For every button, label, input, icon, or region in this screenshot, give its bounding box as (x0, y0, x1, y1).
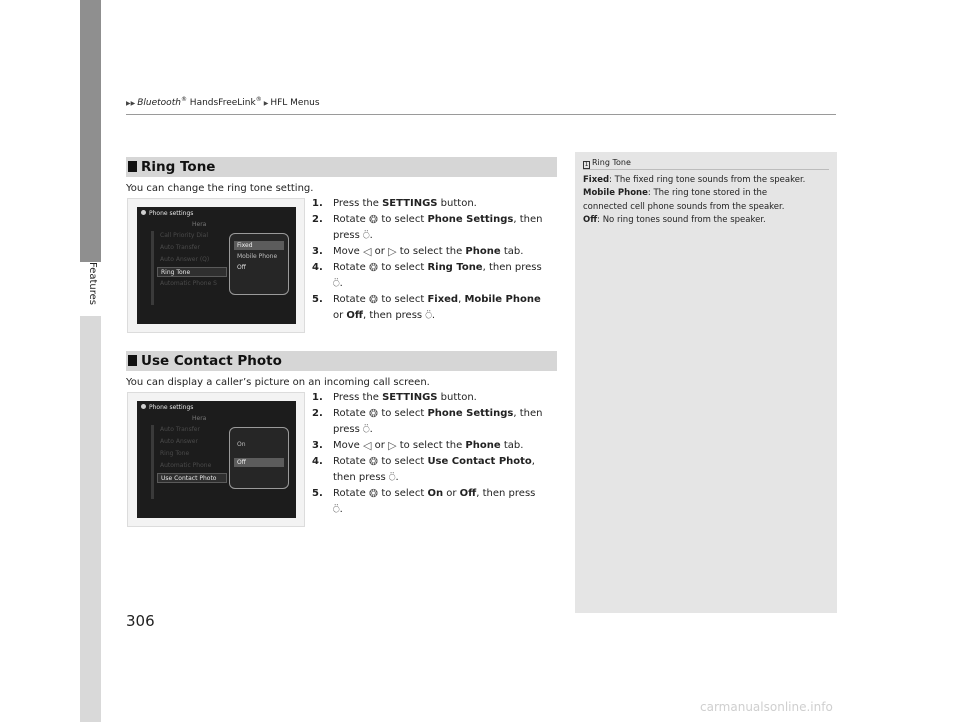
menu-item: Automatic Phone S (160, 280, 217, 287)
menu-item: Ring Tone (160, 450, 190, 457)
move-left-icon: ◁ (363, 245, 372, 258)
step-1: 1. Press the SETTINGS button. (312, 198, 477, 209)
side-label: Features (87, 262, 98, 305)
option-on: On (237, 441, 246, 448)
side-tab-lower (80, 316, 101, 722)
note-line: Fixed: The fixed ring tone sounds from the speaker. (583, 175, 806, 185)
contact-photo-steps (312, 390, 542, 518)
menu-item: Auto Answer (Q) (160, 256, 210, 263)
settings-dot-icon (141, 210, 146, 215)
ring-tone-screenshot (127, 198, 305, 333)
screen-tab: Hera (192, 221, 207, 228)
menu-item: Auto Transfer (160, 426, 200, 433)
ring-tone-intro: You can change the ring tone setting. (126, 183, 314, 194)
menu-item-selected: Ring Tone (157, 267, 227, 277)
section-square-icon (128, 355, 137, 366)
contact-photo-screenshot (127, 392, 305, 527)
note-marker-icon: 1 (584, 161, 589, 168)
ring-tone-steps (312, 196, 542, 324)
options-popup (229, 233, 289, 295)
contact-photo-intro: You can display a caller’s picture on an incoming call screen. (126, 377, 430, 388)
step-4: 4. Rotate ❂ to select Use Contact Photo, then press ⍥. (312, 455, 535, 484)
note-line: connected cell phone sounds from the speaker. (583, 201, 785, 212)
move-right-icon: ▷ (388, 439, 397, 452)
option-mobile-phone: Mobile Phone (237, 253, 278, 260)
screen-tab: Hera (192, 415, 207, 422)
note-heading: 1 Ring Tone (584, 158, 631, 168)
step-1: 1. Press the SETTINGS button. (312, 392, 477, 403)
watermark: carmanualsonline.info (700, 700, 833, 714)
menu-item-selected: Use Contact Photo (157, 473, 227, 483)
knob-press-icon: ⍥ (388, 471, 396, 484)
menu-item: Auto Answer (160, 438, 198, 445)
menu-item: Call Priority Dial (160, 232, 208, 239)
knob-press-icon: ⍥ (363, 423, 370, 436)
step-2: 2. Rotate ❂ to select Phone Settings, then press ⍥. (312, 213, 543, 242)
breadcrumb-arrow-icon: ▶ (263, 100, 269, 107)
side-tab (80, 0, 101, 262)
knob-rotate-icon: ❂ (368, 213, 379, 226)
knob-rotate-icon: ❂ (368, 407, 379, 420)
step-4: 4. Rotate ❂ to select Ring Tone, then press ⍥. (312, 261, 542, 290)
header-rule (126, 114, 836, 115)
screen-scrollbar (151, 425, 154, 499)
move-left-icon: ◁ (363, 439, 372, 452)
step-3: 3. Move ◁ or ▷ to select the Phone tab. (312, 439, 524, 452)
knob-press-icon: ⍥ (333, 503, 340, 516)
contact-photo-header: Use Contact Photo (126, 351, 557, 371)
screen-title: Phone settings (141, 210, 193, 217)
knob-rotate-icon: ❂ (368, 487, 379, 500)
knob-rotate-icon: ❂ (368, 455, 379, 468)
knob-rotate-icon: ❂ (368, 261, 379, 274)
step-5: 5. Rotate ❂ to select On or Off, then press ⍥. (312, 487, 536, 516)
note-body (583, 174, 833, 227)
screen-title: Phone settings (141, 404, 193, 411)
option-off: Off (234, 458, 284, 467)
menu-item: Automatic Phone (160, 462, 212, 469)
knob-rotate-icon: ❂ (368, 293, 379, 306)
settings-dot-icon (141, 404, 146, 409)
breadcrumb-arrow-icon: ▶▶ (126, 100, 136, 107)
move-right-icon: ▷ (388, 245, 397, 258)
options-popup (229, 427, 289, 489)
section-square-icon (128, 161, 137, 172)
knob-press-icon: ⍥ (425, 309, 432, 322)
menu-item: Auto Transfer (160, 244, 200, 251)
knob-press-icon: ⍥ (363, 229, 370, 242)
option-fixed: Fixed (234, 241, 284, 250)
breadcrumb: ▶▶ Bluetooth® HandsFreeLink®▶ HFL Menus (126, 96, 320, 108)
page-number: 306 (126, 612, 155, 630)
note-line: Mobile Phone: The ring tone stored in the (583, 188, 768, 199)
step-2: 2. Rotate ❂ to select Phone Settings, then press ⍥. (312, 407, 543, 436)
step-3: 3. Move ◁ or ▷ to select the Phone tab. (312, 245, 524, 258)
option-off: Off (237, 264, 246, 271)
step-5: 5. Rotate ❂ to select Fixed, Mobile Phone or Off, then press ⍥. (312, 293, 541, 322)
contact-photo-screen (137, 401, 296, 518)
knob-press-icon: ⍥ (333, 277, 340, 290)
screen-scrollbar (151, 231, 154, 305)
ring-tone-screen (137, 207, 296, 324)
note-line: Off: No ring tones sound from the speaker. (583, 214, 766, 225)
note-rule (583, 169, 829, 170)
ring-tone-header: Ring Tone (126, 157, 557, 177)
